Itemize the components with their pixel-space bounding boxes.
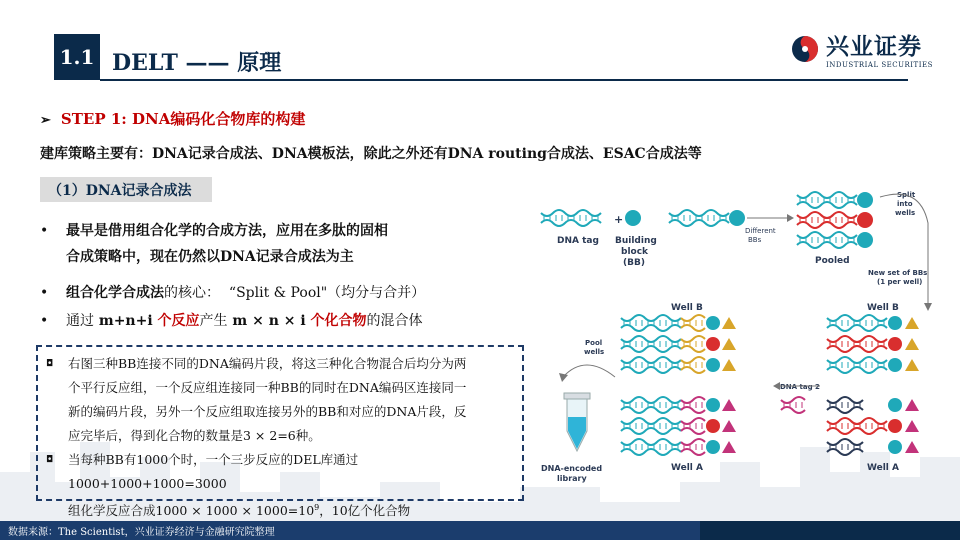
arrow-head-icon: [787, 214, 794, 222]
bullet-text: m × n × i: [227, 313, 311, 329]
well-a-right-strands: [827, 397, 919, 455]
pooled-bb-teal: [857, 192, 873, 208]
note-text: 新的编码片段，另外一个反应组取连接另外的BB和对应的DNA片段，反: [68, 404, 467, 419]
bullet-text: 个反应: [157, 313, 200, 329]
dna-tag-helix: [541, 210, 601, 226]
step-heading: [40, 108, 305, 129]
arrow-head-icon: [773, 382, 780, 390]
bullet-text: 的核心：: [164, 285, 220, 301]
label-dna-tag: DNA tag: [557, 236, 599, 246]
label-newset-1: New set of BBs: [868, 269, 928, 277]
bullet-text: 最早是借用组合化学的合成方法，应用在多肽的固相: [66, 223, 388, 239]
logo-mark-icon: [790, 34, 820, 64]
pooled-bb-teal: [857, 232, 873, 248]
label-well-b-right: Well B: [867, 303, 899, 313]
pooled-helix: [797, 212, 833, 228]
label-encoded-1: DNA-encoded: [541, 464, 603, 473]
label-dna-tag-2: DNA tag 2: [780, 383, 820, 391]
label-split-1: Split: [897, 191, 916, 199]
note-text: ，10亿个化合物: [319, 503, 411, 519]
test-tube-icon: [564, 393, 590, 451]
bullet-item: [40, 280, 510, 306]
bullet-text: 的混合体: [366, 313, 423, 329]
label-split-2: into: [897, 200, 913, 208]
note-text: 当每种BB有1000个时，一个三步反应的DEL库通过1000+1000+1000=3000: [68, 452, 359, 491]
note-item: [46, 352, 514, 448]
building-block-circle: [625, 210, 641, 226]
note-text: 组化学反应合成1000 × 1000 × 1000=10: [68, 503, 315, 519]
brand-logo: [790, 28, 933, 69]
bullet-dot-icon: •: [40, 223, 49, 239]
pooled-helix: [797, 192, 857, 208]
arrow-head-icon: [559, 373, 568, 382]
note-exponent: 9: [314, 503, 320, 512]
bullet-text: 组合化学合成法: [66, 285, 164, 301]
label-well-a-right: Well A: [867, 463, 899, 473]
tagged-bb-circle: [729, 210, 745, 226]
bullet-item: [40, 308, 510, 334]
page-title: DELT —— 原理: [112, 50, 282, 76]
pooled-helix: [821, 212, 857, 228]
well-b-left-strands: [621, 315, 736, 373]
tagged-bb-helix: [669, 210, 729, 226]
label-pool-1: Pool: [585, 339, 603, 347]
bullet-text: “Split & Pool"（均分与合并）: [228, 285, 426, 301]
well-a-left-strands: [621, 397, 736, 455]
note-text: 右图三种BB连接不同的DNA编码片段，将这三种化合物混合后均分为两: [68, 356, 467, 371]
note-item: [46, 448, 514, 523]
note-text: 个平行反应组，一个反应组连接同一种BB的同时在DNA编码区连接同一: [68, 380, 467, 395]
section-number: 1.1: [54, 34, 100, 80]
logo-text-cn: 兴业证券: [826, 33, 922, 60]
split-pool-diagram: [535, 185, 950, 490]
bullet-item: [40, 218, 510, 270]
pooled-bb-red: [857, 212, 873, 228]
bullet-dot-icon: •: [40, 313, 49, 329]
strategy-summary: 建库策略主要有：DNA记录合成法、DNA模板法，除此之外还有DNA routing合成法、ESAC合成法等: [40, 146, 702, 162]
logo-text-en: INDUSTRIAL SECURITIES: [826, 61, 933, 69]
label-well-a-left: Well A: [671, 463, 703, 473]
step-title: STEP 1: DNA编码化合物库的构建: [60, 110, 306, 128]
bullet-dot-icon: •: [40, 285, 49, 301]
dna-tag-2-helix: [781, 397, 805, 413]
label-encoded-2: library: [557, 474, 587, 483]
label-different-2: BBs: [748, 236, 762, 244]
bullet-text: m+n+i: [94, 313, 158, 329]
bullet-list: [40, 218, 510, 344]
pooled-helix: [797, 232, 857, 248]
well-b-right-strands: [827, 315, 919, 373]
label-different-1: Different: [745, 227, 776, 235]
note-text: 应完毕后，得到化合物的数量是3 × 2=6种。: [68, 428, 321, 443]
label-pool-2: wells: [584, 348, 605, 356]
label-well-b-left: Well B: [671, 303, 703, 313]
arrow-line: [563, 365, 615, 377]
footer-accent: [700, 521, 960, 540]
arrow-bullet-icon: ➢: [40, 113, 51, 128]
label-building-block-1: Building: [615, 236, 657, 246]
square-bullet-icon: ◘: [46, 455, 54, 465]
label-newset-2: (1 per well): [877, 278, 923, 286]
label-split-3: wells: [895, 209, 916, 217]
square-bullet-icon: ◘: [46, 359, 54, 369]
label-building-block-3: (BB): [623, 258, 645, 268]
bullet-text: 产生: [199, 313, 228, 329]
subheading: （1）DNA记录合成法: [40, 177, 212, 202]
label-pooled: Pooled: [815, 256, 850, 266]
bullet-text: 通过: [66, 313, 94, 329]
bullet-text: 合成策略中，现在仍然以DNA记录合成法为主: [66, 249, 354, 265]
label-building-block-2: block: [621, 247, 649, 257]
arrow-head-icon: [924, 303, 932, 311]
source-note: 数据来源：The Scientist，兴业证券经济与金融研究院整理: [8, 527, 275, 538]
title-divider: [100, 79, 908, 81]
label-plus: +: [614, 213, 624, 226]
bullet-text: 个化合物: [310, 313, 367, 329]
